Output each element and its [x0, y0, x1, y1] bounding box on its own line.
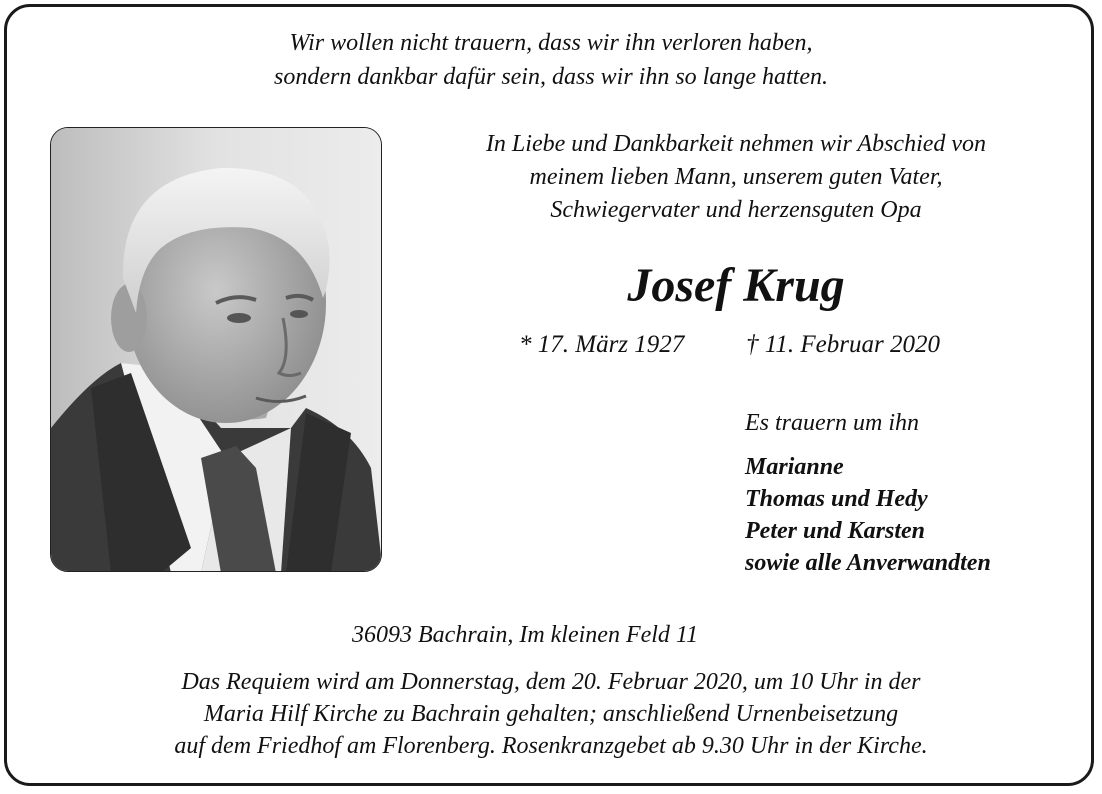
mourners-intro: Es trauern um ihn	[745, 410, 919, 436]
mourner-name: Peter und Karsten	[745, 518, 926, 544]
birth-date: * 17. März 1927	[519, 331, 685, 358]
opening-quote	[0, 26, 1102, 94]
intro-line-2: meinem lieben Mann, unserem guten Vater,	[529, 164, 943, 190]
service-line-3: auf dem Friedhof am Florenberg. Rosenkranzgebet ab 9.30 Uhr in der Kirche.	[174, 733, 928, 759]
portrait-photo	[50, 127, 382, 572]
death-date: † 11. Februar 2020	[746, 331, 940, 358]
quote-line-1: Wir wollen nicht trauern, dass wir ihn verloren haben,	[289, 30, 813, 56]
deceased-name: Josef Krug	[627, 259, 845, 312]
farewell-intro	[410, 128, 1062, 227]
intro-line-3: Schwiegervater und herzensguten Opa	[550, 197, 922, 223]
mourner-name: Thomas und Hedy	[745, 486, 928, 512]
service-line-2: Maria Hilf Kirche zu Bachrain gehalten; anschließend Urnenbeisetzung	[203, 701, 899, 727]
quote-line-2: sondern dankbar dafür sein, dass wir ihn so lange hatten.	[273, 64, 828, 90]
intro-line-1: In Liebe und Dankbarkeit nehmen wir Abschied von	[485, 131, 987, 157]
mourner-name: sowie alle Anverwandten	[745, 550, 991, 576]
service-line-1: Das Requiem wird am Donnerstag, dem 20. Februar 2020, um 10 Uhr in der	[181, 669, 921, 695]
mourners-list	[745, 451, 991, 579]
mourner-name: Marianne	[745, 454, 844, 480]
service-details	[0, 666, 1102, 762]
family-address: 36093 Bachrain, Im kleinen Feld 11	[352, 622, 699, 648]
